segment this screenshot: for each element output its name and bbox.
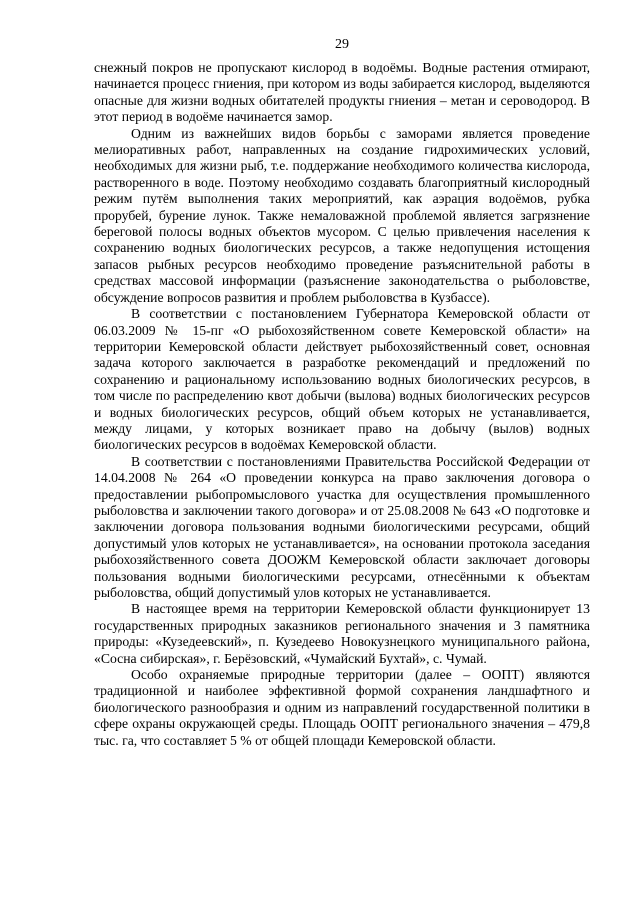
paragraph-nature-reserves: В настоящее время на территории Кемеровской области функционирует 13 государственных природных заказников регионального значения и 3 памятника природы: «Кузедеевский», п. Кузедеево Новокузнецкого муниципального района, «Сосна сибирская», г. Берёзовский, «Чумайский Бухтай», с. Чумай.: [94, 601, 590, 666]
paragraph-zamor-measures: Одним из важнейших видов борьбы с заморами является проведение мелиоративных работ, направленных на создание гидрохимических условий, необходимых для жизни рыб, т.е. поддержание необходимого количества кислорода, растворенного в воде. Поэтому необходимо создавать благоприятный кислородный режим путём выполнения таких мероприятий, как аэрация водоёмов, рубка прорубей, бурение лунок. Также немаловажной проблемой является загрязнение береговой полосы водных объектов мусором. С целью привлечения населения к сохранению водных биологических ресурсов, а также недопущения истощения запасов рыбных ресурсов необходимо проведение разъяснительной работы в средствах массовой информации (разъяснение законодательства о рыболовстве, обсуждение вопросов развития и проблем рыболовства в Кузбассе).: [94, 125, 590, 305]
page-number: 29: [335, 37, 349, 52]
paragraph-continuation: снежный покров не пропускают кислород в водоёмы. Водные растения отмирают, начинается процесс гниения, при котором из воды забирается кислород, выделяются опасные для жизни водных обитателей продукты гниения – метан и сероводород. В этот период в водоёме начинается замор.: [94, 60, 590, 125]
paragraph-fishery-council: В соответствии с постановлением Губернатора Кемеровской области от 06.03.2009 № 15-пг «О рыбохозяйственном совете Кемеровской области» на территории Кемеровской области действует рыбохозяйственный совет, основная задача которого заключается в разработке рекомендаций и предложений по сохранению и рациональному использованию водных биологических ресурсов, в том числе по распределению квот добычи (вылова) водных биологических ресурсов и водных биологических ресурсов, общий объем которых не устанавливается, между лицами, у которых возникает право на добычу (вылов) водных биологических ресурсов в водоёмах Кемеровской области.: [94, 306, 590, 453]
body-text: [94, 60, 590, 749]
paragraph-protected-areas: Особо охраняемые природные территории (далее – ООПТ) являются традиционной и наиболее эффективной формой сохранения ландшафтного и биологического разнообразия и одним из направлений государственной политики в сфере охраны окружающей среды. Площадь ООПТ регионального значения – 479,8 тыс. га, что составляет 5 % от общей площади Кемеровской области.: [94, 667, 590, 748]
paragraph-government-decrees: В соответствии с постановлениями Правительства Российской Федерации от 14.04.2008 № 264 «О проведении конкурса на право заключения договора о предоставлении рыбопромыслового участка для осуществления промышленного рыболовства и заключении такого договора» и от 25.08.2008 № 643 «О подготовке и заключении договора пользования водными биологическими ресурсами, общий допустимый улов которых не устанавливается», на основании протокола заседания рыбохозяйственного совета ДООЖМ Кемеровской области заключает договоры пользования водными биологическими ресурсами, отнесёнными к объектам рыболовства, общий допустимый улов которых не устанавливается.: [94, 453, 590, 600]
